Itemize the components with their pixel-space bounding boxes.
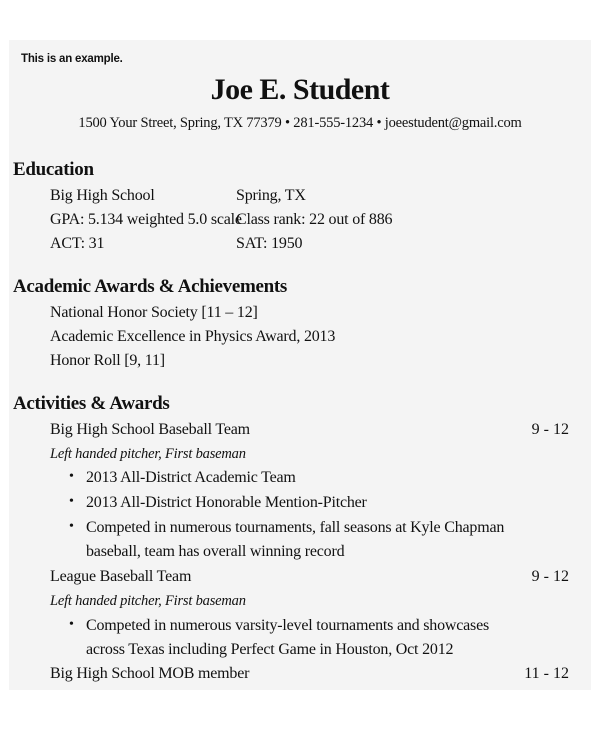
activity-bullet: 2013 All-District Academic Team xyxy=(86,469,296,486)
activities-heading: Activities & Awards xyxy=(13,393,170,414)
activity-title: Big High School MOB member xyxy=(50,665,250,682)
bullet-icon: • xyxy=(69,617,74,632)
school-name: Big High School xyxy=(50,187,155,204)
award-item: Academic Excellence in Physics Award, 2013 xyxy=(50,328,336,345)
act-score: ACT: 31 xyxy=(50,235,105,252)
award-item: Honor Roll [9, 11] xyxy=(50,352,165,369)
bullet-icon: • xyxy=(69,494,74,509)
activity-dates: 9 - 12 xyxy=(531,421,569,438)
school-location: Spring, TX xyxy=(236,187,306,204)
gpa: GPA: 5.134 weighted 5.0 scale xyxy=(50,211,242,228)
activity-title: League Baseball Team xyxy=(50,568,192,585)
bullet-icon: • xyxy=(69,519,74,534)
contact-line: 1500 Your Street, Spring, TX 77379 • 281-555-1234 • joeestudent@gmail.com xyxy=(78,115,522,131)
class-rank: Class rank: 22 out of 886 xyxy=(236,211,393,228)
activity-bullet-continued: baseball, team has overall winning record xyxy=(86,543,345,560)
activity-bullet: 2013 All-District Honorable Mention-Pitcher xyxy=(86,494,367,511)
activity-title: Big High School Baseball Team xyxy=(50,421,250,438)
resume-page xyxy=(9,40,591,690)
activity-bullet: Competed in numerous varsity-level tournaments and showcases xyxy=(86,617,490,634)
education-heading: Education xyxy=(13,159,94,180)
awards-heading: Academic Awards & Achievements xyxy=(13,276,288,297)
award-item: National Honor Society [11 – 12] xyxy=(50,304,258,321)
bullet-icon: • xyxy=(69,469,74,484)
sat-score: SAT: 1950 xyxy=(236,235,303,252)
student-name: Joe E. Student xyxy=(210,73,390,106)
activity-dates: 9 - 12 xyxy=(531,568,569,585)
example-note: This is an example. xyxy=(21,53,123,65)
activity-role: Left handed pitcher, First baseman xyxy=(50,593,246,609)
activity-bullet: Competed in numerous tournaments, fall seasons at Kyle Chapman xyxy=(86,519,505,536)
activity-role: Left handed pitcher, First baseman xyxy=(50,446,246,462)
activity-dates: 11 - 12 xyxy=(524,665,569,682)
activity-bullet-continued: across Texas including Perfect Game in Houston, Oct 2012 xyxy=(86,641,454,658)
